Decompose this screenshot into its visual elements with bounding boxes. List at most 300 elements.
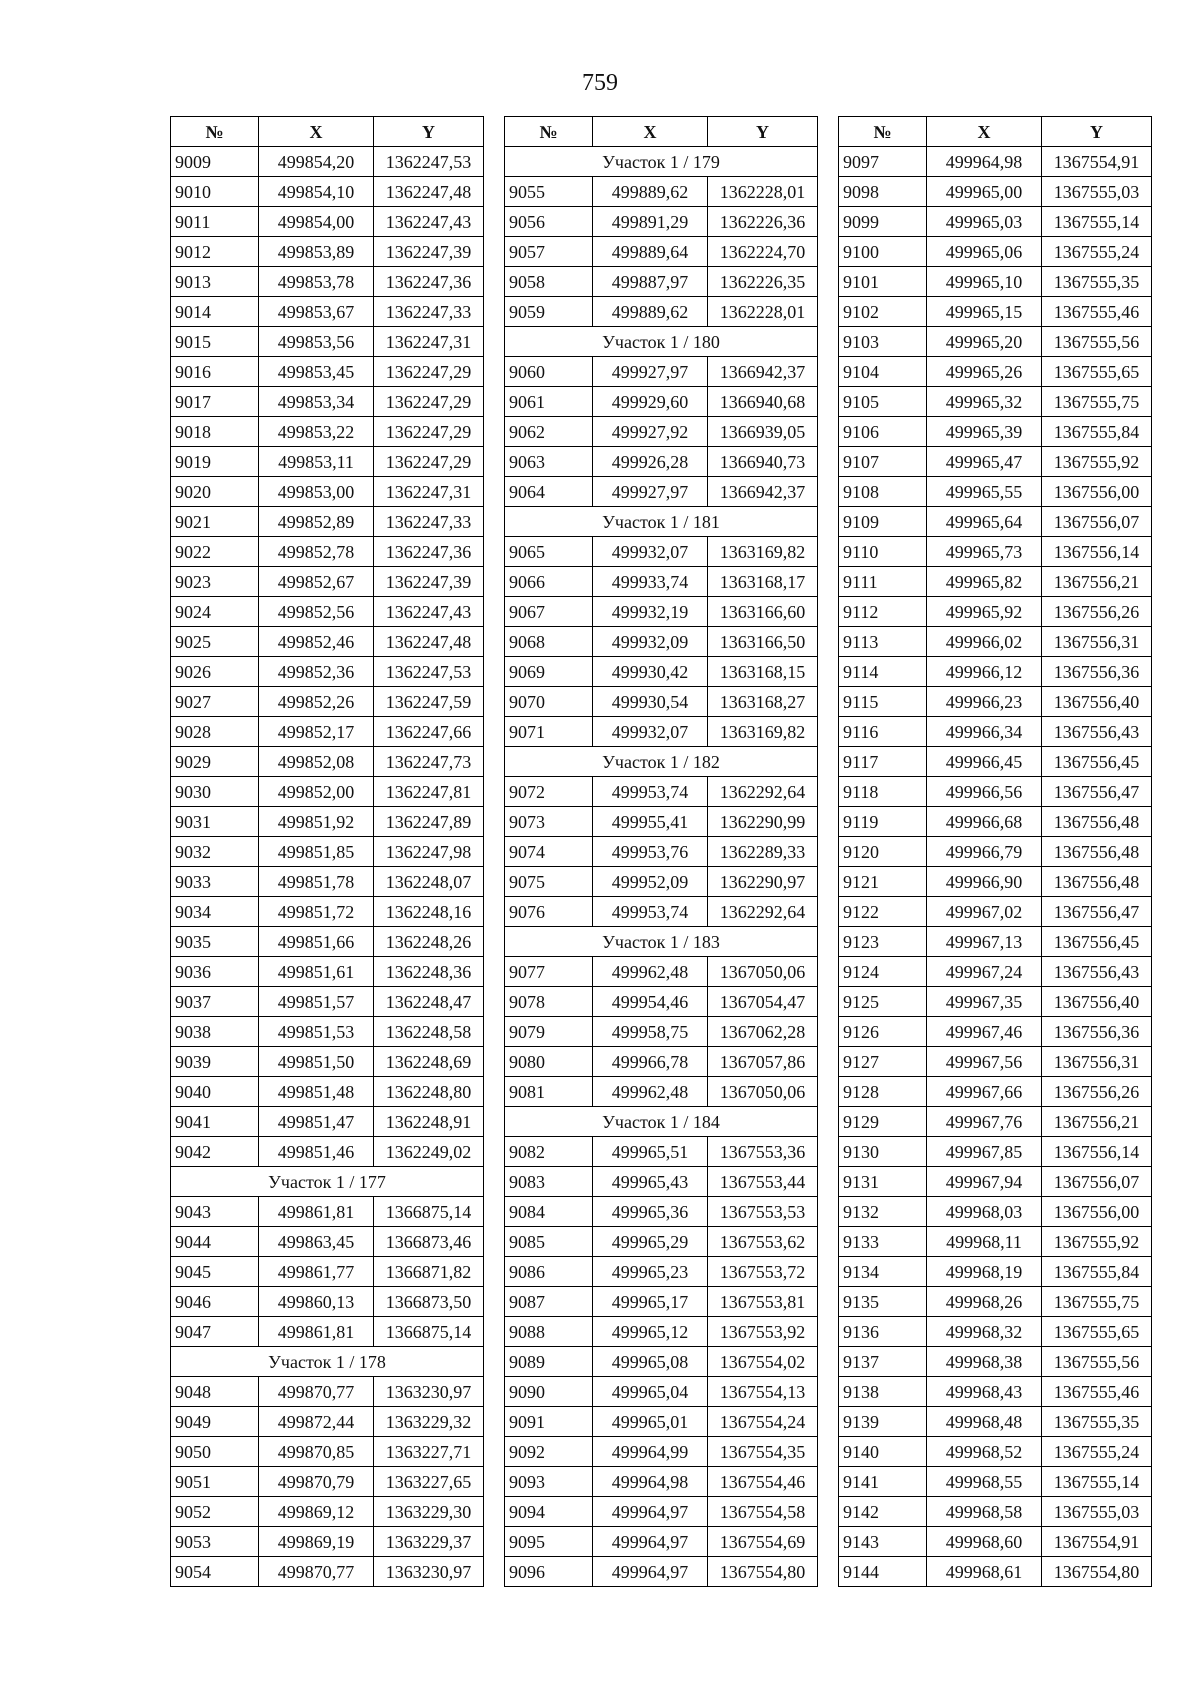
y-coordinate: 1367554,91 [1042, 147, 1152, 177]
x-coordinate: 499964,97 [593, 1497, 708, 1527]
point-number: 9135 [839, 1287, 927, 1317]
table-row [839, 987, 1152, 1017]
x-coordinate: 499968,61 [927, 1557, 1042, 1587]
table-row [839, 1227, 1152, 1257]
table-row [839, 1377, 1152, 1407]
x-coordinate: 499853,78 [259, 267, 374, 297]
x-coordinate: 499967,66 [927, 1077, 1042, 1107]
y-coordinate: 1363169,82 [708, 717, 818, 747]
table-row [505, 237, 818, 267]
point-number: 9116 [839, 717, 927, 747]
x-coordinate: 499968,55 [927, 1467, 1042, 1497]
x-coordinate: 499965,10 [927, 267, 1042, 297]
point-number: 9034 [171, 897, 259, 927]
table-row [839, 1047, 1152, 1077]
table-row [839, 1407, 1152, 1437]
x-coordinate: 499966,12 [927, 657, 1042, 687]
table-row [171, 687, 484, 717]
y-coordinate: 1362247,73 [374, 747, 484, 777]
y-coordinate: 1363229,37 [374, 1527, 484, 1557]
point-number: 9028 [171, 717, 259, 747]
y-coordinate: 1367556,14 [1042, 537, 1152, 567]
y-coordinate: 1366875,14 [374, 1317, 484, 1347]
table-row [505, 687, 818, 717]
table-row [171, 1227, 484, 1257]
table-row [171, 1137, 484, 1167]
x-coordinate: 499927,97 [593, 357, 708, 387]
page-number: 759 [582, 70, 618, 96]
header-number: № [171, 117, 259, 147]
point-number: 9085 [505, 1227, 593, 1257]
section-row [505, 1107, 818, 1137]
point-number: 9073 [505, 807, 593, 837]
y-coordinate: 1362224,70 [708, 237, 818, 267]
table-row [839, 897, 1152, 927]
table-row [505, 1557, 818, 1587]
x-coordinate: 499851,46 [259, 1137, 374, 1167]
table-row [171, 957, 484, 987]
y-coordinate: 1366875,14 [374, 1197, 484, 1227]
x-coordinate: 499854,20 [259, 147, 374, 177]
x-coordinate: 499966,45 [927, 747, 1042, 777]
point-number: 9053 [171, 1527, 259, 1557]
point-number: 9123 [839, 927, 927, 957]
y-coordinate: 1367555,75 [1042, 387, 1152, 417]
point-number: 9011 [171, 207, 259, 237]
table-row [505, 1437, 818, 1467]
y-coordinate: 1367553,53 [708, 1197, 818, 1227]
table-row [171, 477, 484, 507]
point-number: 9022 [171, 537, 259, 567]
x-coordinate: 499952,09 [593, 867, 708, 897]
x-coordinate: 499968,03 [927, 1197, 1042, 1227]
x-coordinate: 499852,26 [259, 687, 374, 717]
y-coordinate: 1367556,45 [1042, 747, 1152, 777]
x-coordinate: 499853,89 [259, 237, 374, 267]
table-row [839, 627, 1152, 657]
y-coordinate: 1367554,58 [708, 1497, 818, 1527]
table-row [839, 447, 1152, 477]
y-coordinate: 1367050,06 [708, 1077, 818, 1107]
table-row [505, 207, 818, 237]
y-coordinate: 1367555,84 [1042, 1257, 1152, 1287]
y-coordinate: 1366942,37 [708, 477, 818, 507]
y-coordinate: 1362247,39 [374, 237, 484, 267]
x-coordinate: 499851,85 [259, 837, 374, 867]
point-number: 9106 [839, 417, 927, 447]
table-row [505, 477, 818, 507]
point-number: 9068 [505, 627, 593, 657]
table-row [839, 1167, 1152, 1197]
table-row [171, 1497, 484, 1527]
table-row [171, 207, 484, 237]
y-coordinate: 1362248,58 [374, 1017, 484, 1047]
point-number: 9126 [839, 1017, 927, 1047]
point-number: 9069 [505, 657, 593, 687]
x-coordinate: 499851,53 [259, 1017, 374, 1047]
point-number: 9083 [505, 1167, 593, 1197]
y-coordinate: 1367556,40 [1042, 687, 1152, 717]
point-number: 9097 [839, 147, 927, 177]
y-coordinate: 1362248,80 [374, 1077, 484, 1107]
table-row [505, 597, 818, 627]
x-coordinate: 499965,92 [927, 597, 1042, 627]
coordinate-table-3 [838, 116, 1152, 1587]
point-number: 9037 [171, 987, 259, 1017]
table-row [505, 1467, 818, 1497]
x-coordinate: 499965,36 [593, 1197, 708, 1227]
x-coordinate: 499965,15 [927, 297, 1042, 327]
table-row [839, 417, 1152, 447]
point-number: 9024 [171, 597, 259, 627]
y-coordinate: 1362248,26 [374, 927, 484, 957]
table-row [505, 1227, 818, 1257]
y-coordinate: 1367554,13 [708, 1377, 818, 1407]
point-number: 9137 [839, 1347, 927, 1377]
section-row [505, 327, 818, 357]
x-coordinate: 499851,92 [259, 807, 374, 837]
x-coordinate: 499965,82 [927, 567, 1042, 597]
point-number: 9096 [505, 1557, 593, 1587]
x-coordinate: 499870,77 [259, 1377, 374, 1407]
table-row [171, 897, 484, 927]
y-coordinate: 1367054,47 [708, 987, 818, 1017]
table-row [839, 297, 1152, 327]
x-coordinate: 499968,38 [927, 1347, 1042, 1377]
y-coordinate: 1362248,91 [374, 1107, 484, 1137]
table-row [505, 1017, 818, 1047]
point-number: 9099 [839, 207, 927, 237]
x-coordinate: 499852,00 [259, 777, 374, 807]
table-header-row [839, 117, 1152, 147]
x-coordinate: 499965,08 [593, 1347, 708, 1377]
y-coordinate: 1362248,16 [374, 897, 484, 927]
point-number: 9130 [839, 1137, 927, 1167]
point-number: 9041 [171, 1107, 259, 1137]
table-row [171, 1557, 484, 1587]
x-coordinate: 499954,46 [593, 987, 708, 1017]
y-coordinate: 1362247,43 [374, 597, 484, 627]
point-number: 9131 [839, 1167, 927, 1197]
table-row [171, 1077, 484, 1107]
point-number: 9015 [171, 327, 259, 357]
x-coordinate: 499965,12 [593, 1317, 708, 1347]
point-number: 9113 [839, 627, 927, 657]
table-row [171, 387, 484, 417]
point-number: 9039 [171, 1047, 259, 1077]
table-row [505, 417, 818, 447]
section-title: Участок 1 / 178 [171, 1347, 484, 1377]
point-number: 9054 [171, 1557, 259, 1587]
point-number: 9094 [505, 1497, 593, 1527]
table-header-row [505, 117, 818, 147]
x-coordinate: 499968,26 [927, 1287, 1042, 1317]
table-row [505, 1497, 818, 1527]
table-row [839, 147, 1152, 177]
x-coordinate: 499958,75 [593, 1017, 708, 1047]
table-row [839, 747, 1152, 777]
table-row [839, 507, 1152, 537]
table-row [171, 267, 484, 297]
y-coordinate: 1367556,36 [1042, 1017, 1152, 1047]
y-coordinate: 1362247,29 [374, 387, 484, 417]
x-coordinate: 499926,28 [593, 447, 708, 477]
point-number: 9139 [839, 1407, 927, 1437]
table-row [505, 657, 818, 687]
header-x: X [593, 117, 708, 147]
x-coordinate: 499967,85 [927, 1137, 1042, 1167]
section-row [505, 747, 818, 777]
table-row [839, 597, 1152, 627]
x-coordinate: 499965,06 [927, 237, 1042, 267]
table-row [171, 927, 484, 957]
x-coordinate: 499966,79 [927, 837, 1042, 867]
point-number: 9143 [839, 1527, 927, 1557]
table-row [839, 777, 1152, 807]
table-row [171, 1317, 484, 1347]
x-coordinate: 499932,19 [593, 597, 708, 627]
table-row [839, 837, 1152, 867]
x-coordinate: 499853,67 [259, 297, 374, 327]
y-coordinate: 1362247,29 [374, 417, 484, 447]
y-coordinate: 1363229,30 [374, 1497, 484, 1527]
table-row [839, 1017, 1152, 1047]
y-coordinate: 1367556,36 [1042, 657, 1152, 687]
y-coordinate: 1362247,43 [374, 207, 484, 237]
point-number: 9122 [839, 897, 927, 927]
table-row [171, 1107, 484, 1137]
table-row [171, 717, 484, 747]
table-row [839, 1497, 1152, 1527]
section-title: Участок 1 / 182 [505, 747, 818, 777]
point-number: 9127 [839, 1047, 927, 1077]
table-row [171, 1437, 484, 1467]
point-number: 9112 [839, 597, 927, 627]
x-coordinate: 499968,43 [927, 1377, 1042, 1407]
table-row [505, 777, 818, 807]
x-coordinate: 499965,64 [927, 507, 1042, 537]
point-number: 9078 [505, 987, 593, 1017]
point-number: 9080 [505, 1047, 593, 1077]
point-number: 9019 [171, 447, 259, 477]
y-coordinate: 1363166,50 [708, 627, 818, 657]
x-coordinate: 499966,23 [927, 687, 1042, 717]
y-coordinate: 1362247,31 [374, 477, 484, 507]
table-row [839, 357, 1152, 387]
y-coordinate: 1363229,32 [374, 1407, 484, 1437]
x-coordinate: 499861,81 [259, 1197, 374, 1227]
table-row [505, 1377, 818, 1407]
x-coordinate: 499927,97 [593, 477, 708, 507]
point-number: 9036 [171, 957, 259, 987]
point-number: 9023 [171, 567, 259, 597]
coordinate-table-2 [504, 116, 818, 1587]
y-coordinate: 1367556,31 [1042, 627, 1152, 657]
x-coordinate: 499869,12 [259, 1497, 374, 1527]
point-number: 9013 [171, 267, 259, 297]
x-coordinate: 499967,56 [927, 1047, 1042, 1077]
x-coordinate: 499930,42 [593, 657, 708, 687]
y-coordinate: 1362247,48 [374, 627, 484, 657]
y-coordinate: 1367555,14 [1042, 1467, 1152, 1497]
header-number: № [505, 117, 593, 147]
coordinate-table-1 [170, 116, 484, 1587]
y-coordinate: 1362289,33 [708, 837, 818, 867]
y-coordinate: 1367050,06 [708, 957, 818, 987]
point-number: 9138 [839, 1377, 927, 1407]
y-coordinate: 1367556,00 [1042, 477, 1152, 507]
x-coordinate: 499966,02 [927, 627, 1042, 657]
table-row [839, 177, 1152, 207]
point-number: 9105 [839, 387, 927, 417]
y-coordinate: 1362290,99 [708, 807, 818, 837]
x-coordinate: 499851,61 [259, 957, 374, 987]
x-coordinate: 499852,46 [259, 627, 374, 657]
table-row [505, 357, 818, 387]
x-coordinate: 499968,52 [927, 1437, 1042, 1467]
section-title: Участок 1 / 184 [505, 1107, 818, 1137]
y-coordinate: 1366940,68 [708, 387, 818, 417]
point-number: 9095 [505, 1527, 593, 1557]
table-row [839, 1347, 1152, 1377]
y-coordinate: 1367556,43 [1042, 957, 1152, 987]
point-number: 9119 [839, 807, 927, 837]
point-number: 9114 [839, 657, 927, 687]
y-coordinate: 1363230,97 [374, 1557, 484, 1587]
x-coordinate: 499966,90 [927, 867, 1042, 897]
x-coordinate: 499964,97 [593, 1557, 708, 1587]
y-coordinate: 1362247,81 [374, 777, 484, 807]
point-number: 9025 [171, 627, 259, 657]
point-number: 9120 [839, 837, 927, 867]
y-coordinate: 1367554,02 [708, 1347, 818, 1377]
point-number: 9066 [505, 567, 593, 597]
section-row [171, 1347, 484, 1377]
point-number: 9111 [839, 567, 927, 597]
table-row [171, 1407, 484, 1437]
x-coordinate: 499967,46 [927, 1017, 1042, 1047]
table-row [505, 1167, 818, 1197]
table-row [171, 597, 484, 627]
x-coordinate: 499965,73 [927, 537, 1042, 567]
table-row [505, 447, 818, 477]
table-row [839, 1107, 1152, 1137]
point-number: 9133 [839, 1227, 927, 1257]
x-coordinate: 499852,08 [259, 747, 374, 777]
x-coordinate: 499851,78 [259, 867, 374, 897]
x-coordinate: 499853,56 [259, 327, 374, 357]
x-coordinate: 499953,76 [593, 837, 708, 867]
y-coordinate: 1367554,80 [708, 1557, 818, 1587]
point-number: 9050 [171, 1437, 259, 1467]
y-coordinate: 1367556,07 [1042, 507, 1152, 537]
y-coordinate: 1367554,80 [1042, 1557, 1152, 1587]
point-number: 9035 [171, 927, 259, 957]
point-number: 9103 [839, 327, 927, 357]
point-number: 9087 [505, 1287, 593, 1317]
x-coordinate: 499965,01 [593, 1407, 708, 1437]
y-coordinate: 1367554,35 [708, 1437, 818, 1467]
y-coordinate: 1362247,33 [374, 297, 484, 327]
point-number: 9038 [171, 1017, 259, 1047]
y-coordinate: 1363168,15 [708, 657, 818, 687]
point-number: 9014 [171, 297, 259, 327]
point-number: 9016 [171, 357, 259, 387]
y-coordinate: 1367556,14 [1042, 1137, 1152, 1167]
x-coordinate: 499852,78 [259, 537, 374, 567]
point-number: 9086 [505, 1257, 593, 1287]
table-row [505, 717, 818, 747]
point-number: 9021 [171, 507, 259, 537]
y-coordinate: 1367554,46 [708, 1467, 818, 1497]
y-coordinate: 1367556,21 [1042, 567, 1152, 597]
point-number: 9125 [839, 987, 927, 1017]
point-number: 9079 [505, 1017, 593, 1047]
x-coordinate: 499932,07 [593, 537, 708, 567]
y-coordinate: 1362247,33 [374, 507, 484, 537]
x-coordinate: 499968,19 [927, 1257, 1042, 1287]
point-number: 9129 [839, 1107, 927, 1137]
y-coordinate: 1366942,37 [708, 357, 818, 387]
y-coordinate: 1367555,92 [1042, 1227, 1152, 1257]
x-coordinate: 499965,17 [593, 1287, 708, 1317]
point-number: 9100 [839, 237, 927, 267]
table-row [171, 1047, 484, 1077]
point-number: 9089 [505, 1347, 593, 1377]
table-row [839, 867, 1152, 897]
y-coordinate: 1362247,36 [374, 267, 484, 297]
point-number: 9090 [505, 1377, 593, 1407]
table-row [839, 1437, 1152, 1467]
x-coordinate: 499853,00 [259, 477, 374, 507]
y-coordinate: 1366873,50 [374, 1287, 484, 1317]
x-coordinate: 499966,34 [927, 717, 1042, 747]
table-row [505, 627, 818, 657]
table-row [839, 537, 1152, 567]
point-number: 9043 [171, 1197, 259, 1227]
y-coordinate: 1367556,26 [1042, 597, 1152, 627]
table-row [171, 867, 484, 897]
table-row [839, 1287, 1152, 1317]
point-number: 9061 [505, 387, 593, 417]
point-number: 9142 [839, 1497, 927, 1527]
x-coordinate: 499929,60 [593, 387, 708, 417]
y-coordinate: 1363230,97 [374, 1377, 484, 1407]
y-coordinate: 1362248,36 [374, 957, 484, 987]
point-number: 9051 [171, 1467, 259, 1497]
x-coordinate: 499891,29 [593, 207, 708, 237]
table-header-row [171, 117, 484, 147]
point-number: 9062 [505, 417, 593, 447]
table-row [505, 1317, 818, 1347]
y-coordinate: 1367556,48 [1042, 807, 1152, 837]
table-row [505, 837, 818, 867]
point-number: 9059 [505, 297, 593, 327]
point-number: 9027 [171, 687, 259, 717]
table-row [505, 957, 818, 987]
y-coordinate: 1367556,00 [1042, 1197, 1152, 1227]
x-coordinate: 499853,34 [259, 387, 374, 417]
table-row [839, 267, 1152, 297]
x-coordinate: 499965,29 [593, 1227, 708, 1257]
y-coordinate: 1362247,53 [374, 657, 484, 687]
x-coordinate: 499968,11 [927, 1227, 1042, 1257]
table-row [171, 297, 484, 327]
y-coordinate: 1367556,40 [1042, 987, 1152, 1017]
point-number: 9058 [505, 267, 593, 297]
section-title: Участок 1 / 183 [505, 927, 818, 957]
x-coordinate: 499955,41 [593, 807, 708, 837]
